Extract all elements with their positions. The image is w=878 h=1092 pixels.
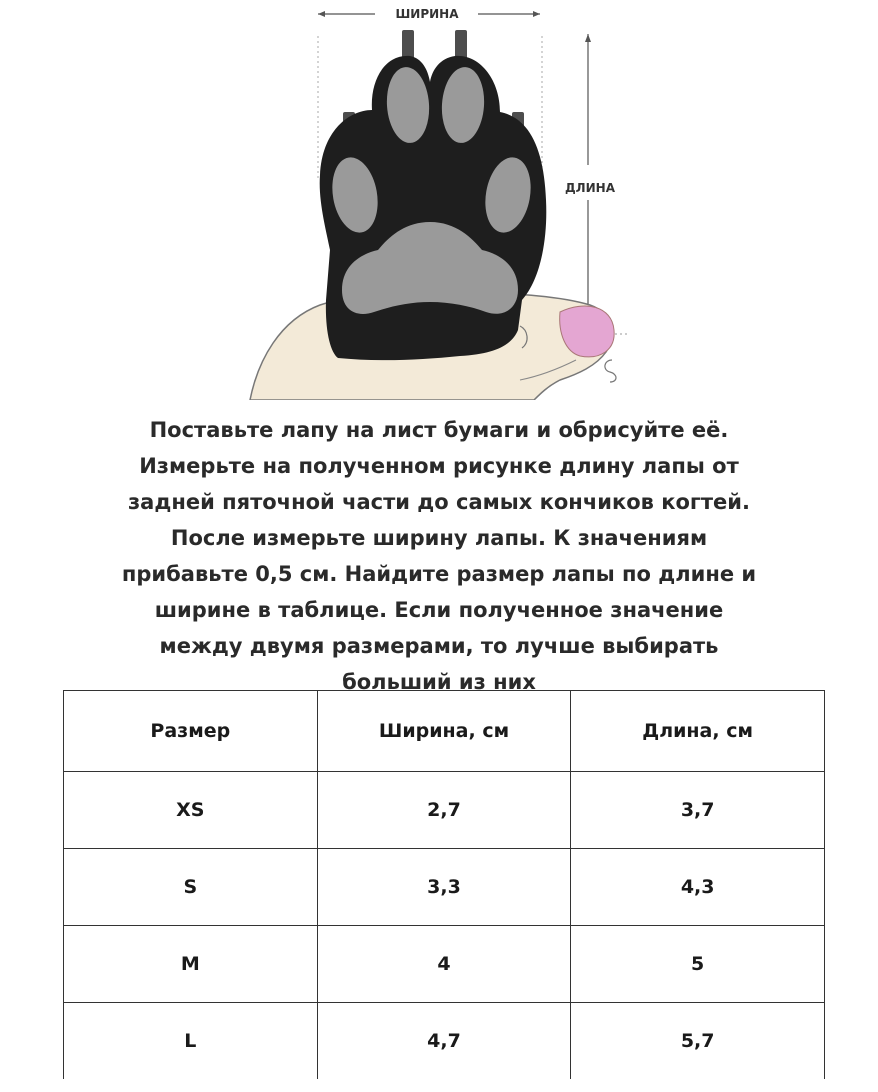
size-cell: XS — [64, 772, 318, 849]
table-row — [64, 1003, 825, 1080]
table-row — [64, 849, 825, 926]
instruction-line: Поставьте лапу на лист бумаги и обрисуйте её. — [149, 418, 729, 442]
length-label: ДЛИНА — [564, 181, 616, 195]
measurement-instructions — [40, 412, 838, 700]
table-header-row — [64, 691, 825, 772]
instruction-line: После измерьте ширину лапы. К значениям — [170, 526, 708, 550]
table-row — [64, 926, 825, 1003]
length-cell: 3,7 — [571, 772, 825, 849]
length-cell: 4,3 — [571, 849, 825, 926]
width-cell: 2,7 — [317, 772, 571, 849]
size-cell: L — [64, 1003, 318, 1080]
length-cell: 5,7 — [571, 1003, 825, 1080]
header-size: Размер — [64, 691, 318, 772]
width-cell: 4 — [317, 926, 571, 1003]
width-label: ШИРИНА — [395, 7, 459, 21]
instruction-line: между двумя размерами, то лучше выбирать — [159, 634, 719, 658]
instruction-line: прибавьте 0,5 см. Найдите размер лапы по длине и — [121, 562, 757, 586]
paw-measurement-diagram — [0, 0, 878, 400]
paw-print — [320, 56, 547, 360]
size-cell: M — [64, 926, 318, 1003]
table-row — [64, 772, 825, 849]
width-cell: 4,7 — [317, 1003, 571, 1080]
size-table — [63, 690, 825, 1079]
instruction-line: задней пяточной части до самых кончиков когтей. — [127, 490, 750, 514]
width-dimension-arrow — [318, 7, 540, 21]
instruction-line: Измерьте на полученном рисунке длину лапы от — [139, 454, 739, 478]
instruction-line: больший из них — [342, 670, 536, 694]
width-cell: 3,3 — [317, 849, 571, 926]
header-length: Длина, см — [571, 691, 825, 772]
header-width: Ширина, см — [317, 691, 571, 772]
instruction-line: ширине в таблице. Если полученное значение — [154, 598, 724, 622]
length-cell: 5 — [571, 926, 825, 1003]
size-cell: S — [64, 849, 318, 926]
